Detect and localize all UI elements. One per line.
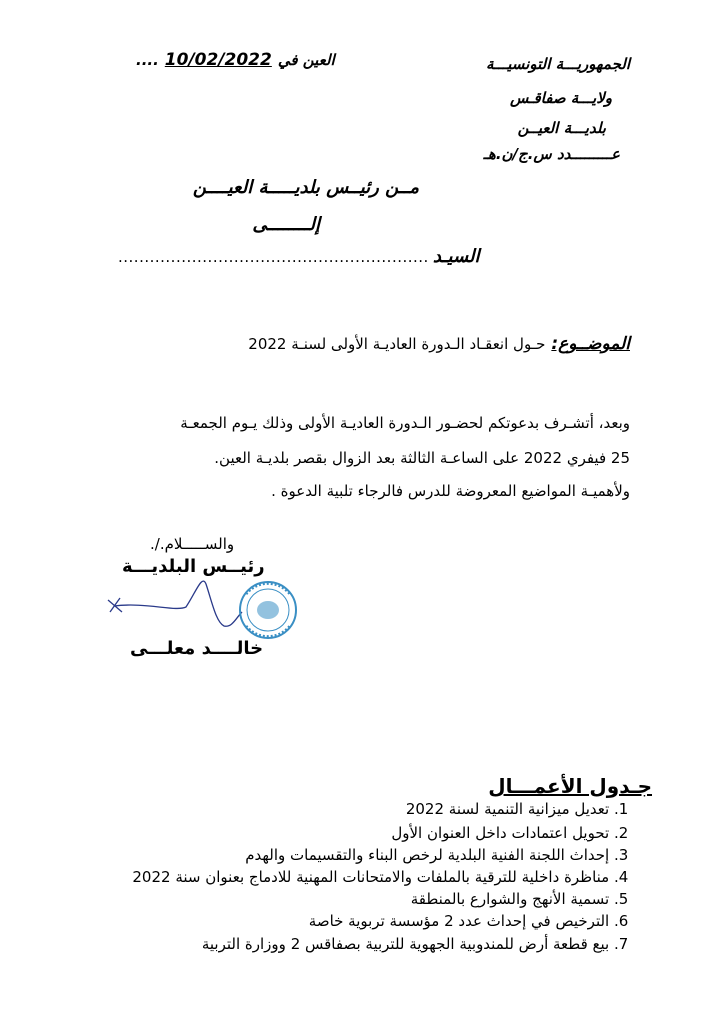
signature-stroke: [114, 581, 242, 626]
republic-label: الجمهوريـــة التونسيـــة: [486, 55, 630, 73]
to-line: إلــــــــى: [252, 214, 320, 235]
subject-text: حـول انعقـاد الـدورة العاديـة الأولى لسنـة 2022: [248, 335, 546, 353]
body-line-1: وبعد، أتشـرف بدعوتكم لحضـور الـدورة العاديـة الأولى وذلك يـوم الجمعـة: [180, 414, 630, 432]
agenda-item-number: 5.: [614, 890, 629, 908]
date-value: 10/02/2022: [164, 50, 272, 70]
agenda-item: [406, 800, 638, 818]
agenda-item: [132, 868, 638, 886]
subject-label: الموضــوع:: [551, 334, 630, 354]
recipient-dots: ...........................................................: [118, 248, 429, 266]
agenda-item-number: 4.: [614, 868, 629, 886]
agenda-item-number: 3.: [614, 846, 629, 864]
body-line-3: ولأهميـة المواضيع المعروضة للدرس فالرجاء تلبية الدعوة .: [271, 482, 630, 500]
agenda-item-text: إحداث اللجنة الفنية البلدية لرخص البناء والتقسيمات والهدم: [245, 846, 610, 864]
official-stamp: [240, 582, 296, 638]
agenda-item-text: تعديل ميزانية التنمية لسنة 2022: [405, 800, 610, 818]
recipient-label: السيـد: [432, 246, 480, 267]
agenda-item: [202, 935, 638, 953]
agenda-item-number: 1.: [614, 800, 629, 818]
from-line: مــن رئيــس بلديـــــة العيــــن: [192, 177, 419, 198]
recipient-line: [118, 246, 480, 267]
agenda-item: [245, 846, 638, 864]
agenda-item: [391, 824, 638, 842]
agenda-item-text: تسمية الأنهج والشوارع بالمنطقة: [410, 890, 610, 908]
reference-number: عـــــــــدد س.ج/ن.هـ: [483, 145, 620, 163]
agenda-item-text: مناظرة داخلية للترقية بالملفات والامتحانات المهنية للادماج بعنوان سنة 2022: [132, 868, 610, 886]
agenda-item-text: بيع قطعة أرض للمندوبية الجهوية للتربية بصفاقس 2 ووزارة التربية: [201, 935, 610, 953]
body-line-2: 25 فيفري 2022 على الساعـة الثالثة بعد الزوال بقصر بلديـة العين.: [214, 449, 630, 467]
subject-line: [248, 334, 630, 354]
governorate-label: ولايـــة صفاقـس: [509, 89, 612, 107]
date-suffix: ....: [136, 51, 159, 69]
agenda-title: جـدول الأعمـــال: [488, 774, 652, 798]
date-prefix: العين في: [277, 51, 335, 69]
municipality-label: بلديـــة العيــن: [517, 119, 606, 137]
agenda-item-number: 7.: [614, 935, 629, 953]
agenda-item: [309, 912, 638, 930]
agenda-item-number: 2.: [614, 824, 629, 842]
agenda-item: [411, 890, 638, 908]
date-line: [136, 50, 335, 70]
agenda-item-text: الترخيص في إحداث عدد 2 مؤسسة تربوية خاصة: [308, 912, 610, 930]
agenda-item-number: 6.: [614, 912, 629, 930]
agenda-item-text: تحويل اعتمادات داخل العنوان الأول: [391, 824, 610, 842]
signer-title: رئيــس البلديـــة: [122, 556, 265, 577]
salutation: والســـــلام./.: [150, 535, 235, 553]
signer-name: خالــــد معلـــى: [130, 638, 264, 659]
